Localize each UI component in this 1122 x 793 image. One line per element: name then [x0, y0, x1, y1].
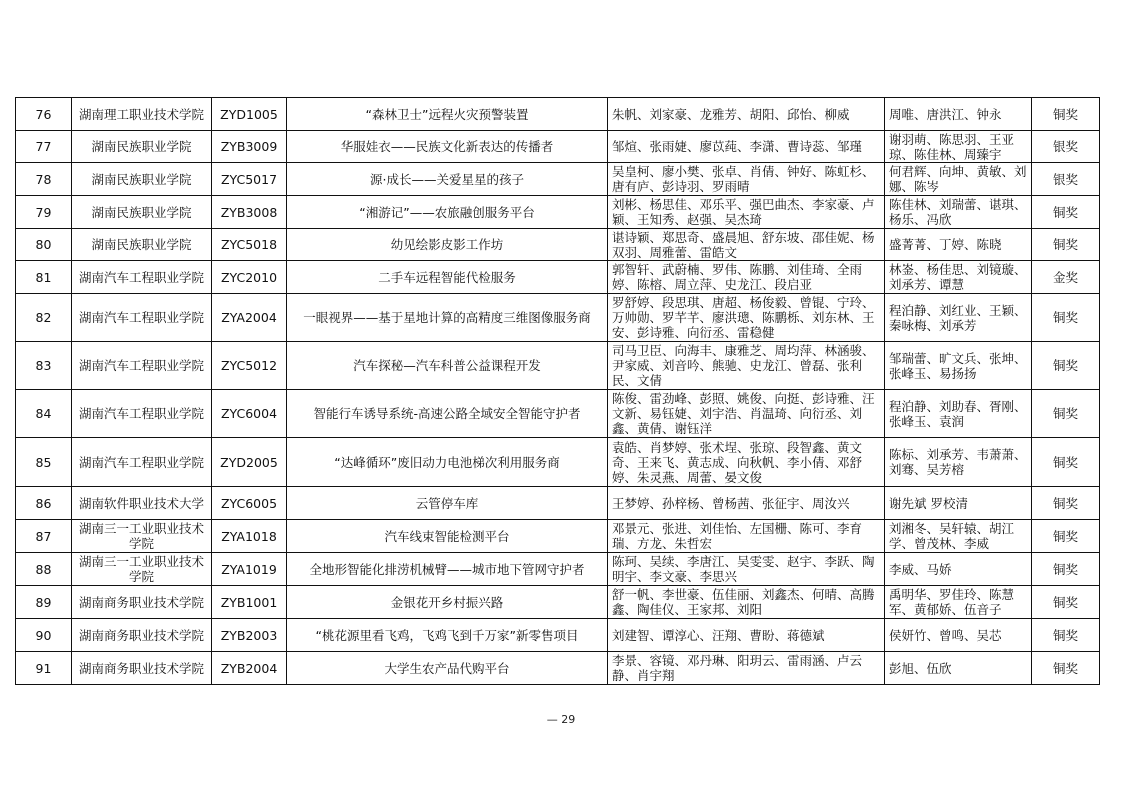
table-row: [16, 229, 1100, 261]
table-row: [16, 342, 1100, 390]
row-number: 89: [16, 586, 72, 619]
project-name: 二手车远程智能代检服务: [287, 261, 608, 294]
school-name: 湖南商务职业技术学院: [72, 652, 212, 685]
team-members: 郭智轩、武蔚楠、罗伟、陈鹏、刘佳琦、全雨婷、陈榕、周立萍、史龙江、段启亚: [608, 261, 885, 294]
team-members: 王梦婷、孙梓杨、曾杨茜、张征宇、周汝兴: [608, 487, 885, 520]
award-level: 银奖: [1032, 163, 1100, 196]
award-level: 铜奖: [1032, 438, 1100, 487]
table-row: [16, 261, 1100, 294]
school-name: 湖南民族职业学院: [72, 163, 212, 196]
row-number: 87: [16, 520, 72, 553]
team-members: 罗舒婷、段思琪、唐超、杨俊毅、曾锟、宁玲、万帅勋、罗芊芊、廖洪璁、陈鹏栎、刘东林、王安、彭诗雅、向衍丞、雷稳健: [608, 294, 885, 342]
table-row: [16, 390, 1100, 438]
team-members: 袁皓、肖梦婷、张术埕、张琼、段智鑫、黄文奇、王来飞、黄志成、向秋帆、李小倩、邓舒婷、朱灵燕、周蕾、晏文俊: [608, 438, 885, 487]
school-name: 湖南汽车工程职业学院: [72, 342, 212, 390]
advisors: 谢羽萌、陈思羽、王亚琼、陈佳林、周臻宇: [885, 131, 1032, 163]
advisors: 禹明华、罗佳玲、陈慧军、黄郁娇、伍音子: [885, 586, 1032, 619]
team-members: 朱帆、刘家豪、龙雅芳、胡阳、邱怡、柳威: [608, 98, 885, 131]
advisors: 陈佳林、刘瑞蕾、谌琪、杨乐、冯欣: [885, 196, 1032, 229]
project-code: ZYB2004: [212, 652, 287, 685]
award-level: 铜奖: [1032, 98, 1100, 131]
school-name: 湖南民族职业学院: [72, 196, 212, 229]
award-level: 金奖: [1032, 261, 1100, 294]
row-number: 88: [16, 553, 72, 586]
school-name: 湖南理工职业技术学院: [72, 98, 212, 131]
advisors: 陈标、刘承芳、韦萧萧、刘骞、吴芳榕: [885, 438, 1032, 487]
advisors: 何君辉、向坤、黄敏、刘娜、陈岑: [885, 163, 1032, 196]
project-name: “桃花源里看飞鸡，飞鸡飞到千万家”新零售项目: [287, 619, 608, 652]
row-number: 76: [16, 98, 72, 131]
team-members: 舒一帆、李世豪、伍佳丽、刘鑫杰、何晴、高腾鑫、陶佳仪、王家邦、刘阳: [608, 586, 885, 619]
team-members: 谌诗颖、郑思奇、盛晨旭、舒东坡、邵佳妮、杨双羽、周雅蕾、雷皓文: [608, 229, 885, 261]
award-level: 铜奖: [1032, 619, 1100, 652]
project-code: ZYB3008: [212, 196, 287, 229]
school-name: 湖南三一工业职业技术学院: [72, 553, 212, 586]
row-number: 90: [16, 619, 72, 652]
project-code: ZYA2004: [212, 294, 287, 342]
award-level: 铜奖: [1032, 294, 1100, 342]
project-name: “湘游记”——农旅融创服务平台: [287, 196, 608, 229]
row-number: 91: [16, 652, 72, 685]
school-name: 湖南商务职业技术学院: [72, 619, 212, 652]
award-level: 铜奖: [1032, 487, 1100, 520]
advisors: 谢先斌 罗校清: [885, 487, 1032, 520]
team-members: 刘彬、杨思佳、邓乐平、强巴曲杰、李家豪、卢颖、王知秀、赵强、吴杰琦: [608, 196, 885, 229]
project-code: ZYC5018: [212, 229, 287, 261]
table-row: [16, 520, 1100, 553]
row-number: 86: [16, 487, 72, 520]
advisors: 邹瑞蕾、旷文兵、张坤、张峰玉、易扬扬: [885, 342, 1032, 390]
row-number: 78: [16, 163, 72, 196]
team-members: 邓景元、张进、刘佳怡、左国栅、陈可、李育瑞、方龙、朱哲宏: [608, 520, 885, 553]
team-members: 邹煊、张雨婕、廖苡莼、李潇、曹诗蕊、邹瑾: [608, 131, 885, 163]
row-number: 77: [16, 131, 72, 163]
project-code: ZYD1005: [212, 98, 287, 131]
project-name: 金银花开乡村振兴路: [287, 586, 608, 619]
team-members: 陈俊、雷劲峰、彭照、姚俊、向挺、彭诗雅、汪文新、易钰婕、刘宇浩、肖温琦、向衍丞、刘鑫、黄倩、谢钰洋: [608, 390, 885, 438]
award-level: 铜奖: [1032, 553, 1100, 586]
project-name: “森林卫士”远程火灾预警装置: [287, 98, 608, 131]
row-number: 80: [16, 229, 72, 261]
advisors: 林崟、杨佳思、刘镜璇、刘承芳、谭慧: [885, 261, 1032, 294]
table-row: [16, 196, 1100, 229]
row-number: 79: [16, 196, 72, 229]
team-members: 陈珂、吴续、李唐江、吴雯雯、赵宇、李跃、陶明宇、李文豪、李思兴: [608, 553, 885, 586]
advisors: 程泊静、刘助春、胥刚、张峰玉、袁润: [885, 390, 1032, 438]
advisors: 侯妍竹、曾鸣、吴芯: [885, 619, 1032, 652]
award-level: 铜奖: [1032, 196, 1100, 229]
school-name: 湖南软件职业技术大学: [72, 487, 212, 520]
row-number: 83: [16, 342, 72, 390]
project-code: ZYB2003: [212, 619, 287, 652]
advisors: 盛菁菁、丁婷、陈晓: [885, 229, 1032, 261]
project-code: ZYB1001: [212, 586, 287, 619]
project-code: ZYA1018: [212, 520, 287, 553]
project-code: ZYB3009: [212, 131, 287, 163]
project-code: ZYC6005: [212, 487, 287, 520]
award-level: 铜奖: [1032, 390, 1100, 438]
school-name: 湖南民族职业学院: [72, 131, 212, 163]
award-level: 银奖: [1032, 131, 1100, 163]
table-row: [16, 163, 1100, 196]
advisors: 刘湘冬、吴轩辕、胡江学、曾茂林、李威: [885, 520, 1032, 553]
school-name: 湖南汽车工程职业学院: [72, 261, 212, 294]
project-name: 大学生农产品代购平台: [287, 652, 608, 685]
award-level: 铜奖: [1032, 520, 1100, 553]
school-name: 湖南三一工业职业技术学院: [72, 520, 212, 553]
project-name: 华服娃衣——民族文化新表达的传播者: [287, 131, 608, 163]
table-row: [16, 619, 1100, 652]
project-name: 一眼视界——基于星地计算的高精度三维图像服务商: [287, 294, 608, 342]
project-name: 汽车线束智能检测平台: [287, 520, 608, 553]
project-code: ZYC6004: [212, 390, 287, 438]
project-code: ZYA1019: [212, 553, 287, 586]
project-name: 云管停车库: [287, 487, 608, 520]
row-number: 84: [16, 390, 72, 438]
table-row: [16, 487, 1100, 520]
row-number: 81: [16, 261, 72, 294]
table-row: [16, 98, 1100, 131]
school-name: 湖南商务职业技术学院: [72, 586, 212, 619]
team-members: 李景、容镜、邓丹琳、阳玥云、雷雨涵、卢云静、肖宇翔: [608, 652, 885, 685]
team-members: 刘建智、谭淳心、汪翔、曹盼、蒋德斌: [608, 619, 885, 652]
award-level: 铜奖: [1032, 586, 1100, 619]
project-code: ZYC5012: [212, 342, 287, 390]
advisors: 李威、马娇: [885, 553, 1032, 586]
table-body: [16, 98, 1100, 685]
table-row: [16, 294, 1100, 342]
row-number: 82: [16, 294, 72, 342]
advisors: 程泊静、刘红业、王颖、秦咏梅、刘承芳: [885, 294, 1032, 342]
award-level: 铜奖: [1032, 342, 1100, 390]
project-name: 汽车探秘—汽车科普公益课程开发: [287, 342, 608, 390]
award-level: 铜奖: [1032, 652, 1100, 685]
team-members: 吴皇柯、廖小樊、张卓、肖倩、钟好、陈虹杉、唐有庐、彭诗羽、罗雨晴: [608, 163, 885, 196]
project-name: “达峰循环”废旧动力电池梯次利用服务商: [287, 438, 608, 487]
row-number: 85: [16, 438, 72, 487]
school-name: 湖南民族职业学院: [72, 229, 212, 261]
awards-table: [15, 97, 1100, 685]
table-row: [16, 438, 1100, 487]
project-name: 全地形智能化排涝机械臂——城市地下管网守护者: [287, 553, 608, 586]
school-name: 湖南汽车工程职业学院: [72, 390, 212, 438]
award-level: 铜奖: [1032, 229, 1100, 261]
table-row: [16, 131, 1100, 163]
school-name: 湖南汽车工程职业学院: [72, 438, 212, 487]
table-row: [16, 553, 1100, 586]
page-number: — 29: [546, 713, 576, 726]
project-code: ZYD2005: [212, 438, 287, 487]
project-code: ZYC5017: [212, 163, 287, 196]
advisors: 周唯、唐洪江、钟永: [885, 98, 1032, 131]
project-name: 源·成长——关爱星星的孩子: [287, 163, 608, 196]
project-code: ZYC2010: [212, 261, 287, 294]
school-name: 湖南汽车工程职业学院: [72, 294, 212, 342]
advisors: 彭旭、伍欣: [885, 652, 1032, 685]
table-row: [16, 586, 1100, 619]
team-members: 司马卫臣、向海丰、康雅芝、周均萍、林涵骏、尹家威、刘音吟、熊驰、史龙江、曾磊、张利民、文倩: [608, 342, 885, 390]
project-name: 幼见绘影皮影工作坊: [287, 229, 608, 261]
project-name: 智能行车诱导系统-高速公路全域安全智能守护者: [287, 390, 608, 438]
table-row: [16, 652, 1100, 685]
